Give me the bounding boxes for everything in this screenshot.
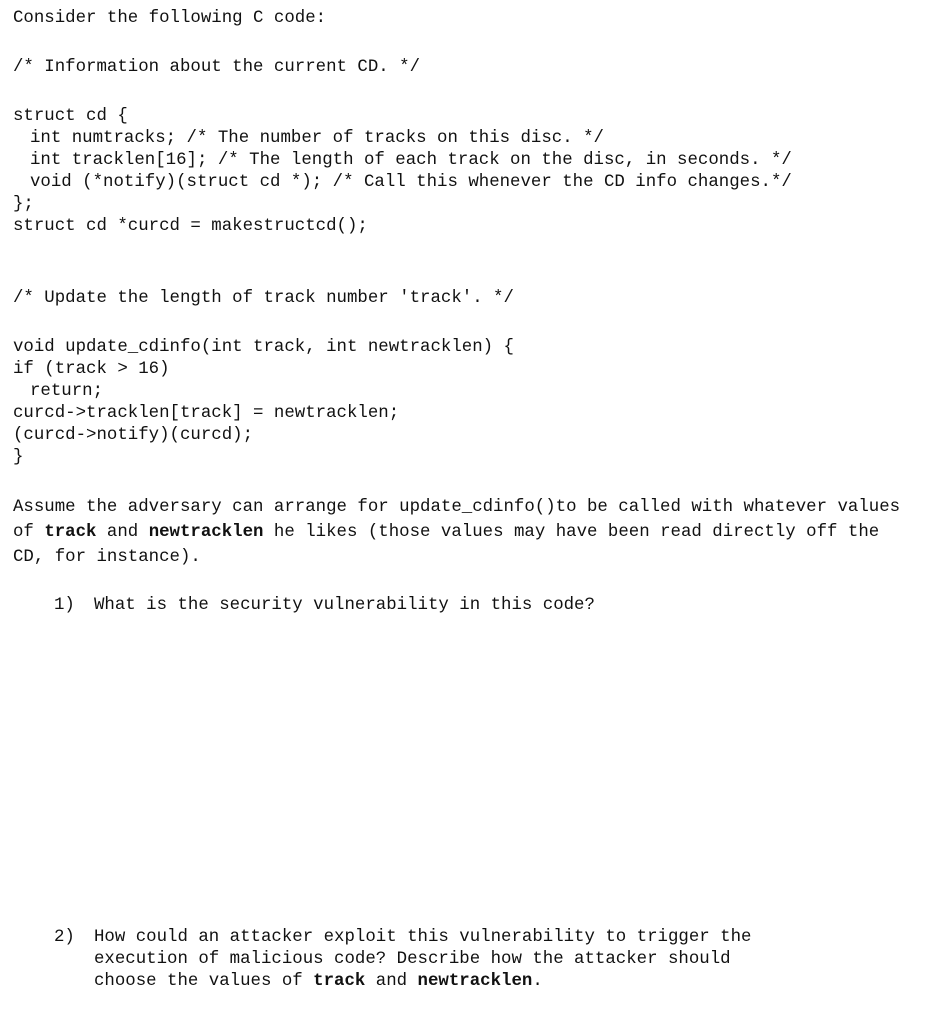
assumption-track-term: track <box>44 523 97 542</box>
code-func-close: } <box>13 448 24 467</box>
question-2-line-2: execution of malicious code? Describe how the attacker should <box>94 950 731 969</box>
code-comment-update: /* Update the length of track number 'track'. */ <box>13 289 514 308</box>
assumption-text-1: Assume the adversary can arrange for update_cdinfo()to be called with whatever values of <box>13 498 901 542</box>
intro-text: Consider the following C code: <box>13 9 327 28</box>
question-2-number: 2) <box>54 928 75 947</box>
question-1-text: What is the security vulnerability in this code? <box>94 596 595 615</box>
assumption-newtracklen-term: newtracklen <box>148 523 264 542</box>
question-2-period: . <box>532 972 543 991</box>
question-2-line-3 <box>94 971 543 993</box>
code-comment-info: /* Information about the current CD. */ <box>13 58 421 77</box>
code-curcd-decl: struct cd *curcd = makestructcd(); <box>13 217 368 236</box>
code-assign-line: curcd->tracklen[track] = newtracklen; <box>13 404 400 423</box>
assumption-paragraph <box>13 495 913 570</box>
question-2-line-1: How could an attacker exploit this vulnerability to trigger the <box>94 928 752 947</box>
code-struct-open: struct cd { <box>13 107 128 126</box>
code-struct-close: }; <box>13 195 34 214</box>
code-return-line: return; <box>30 382 104 401</box>
assumption-text-2: he likes (those values may have been read directly off the CD, for instance). <box>13 523 880 567</box>
code-func-signature: void update_cdinfo(int track, int newtracklen) { <box>13 338 514 357</box>
question-1-number: 1) <box>54 596 75 615</box>
code-field-numtracks: int numtracks; /* The number of tracks on this disc. */ <box>30 129 604 148</box>
code-if-line: if (track > 16) <box>13 360 170 379</box>
question-2-newtracklen-term: newtracklen <box>417 972 533 991</box>
code-notify-call: (curcd->notify)(curcd); <box>13 426 254 445</box>
question-2-and: and <box>365 972 418 991</box>
code-field-tracklen: int tracklen[16]; /* The length of each track on the disc, in seconds. */ <box>30 151 792 170</box>
code-field-notify: void (*notify)(struct cd *); /* Call this whenever the CD info changes.*/ <box>30 173 792 192</box>
question-2-line-3-text: choose the values of <box>94 972 314 991</box>
assumption-and: and <box>96 523 149 542</box>
question-2-track-term: track <box>313 972 366 991</box>
